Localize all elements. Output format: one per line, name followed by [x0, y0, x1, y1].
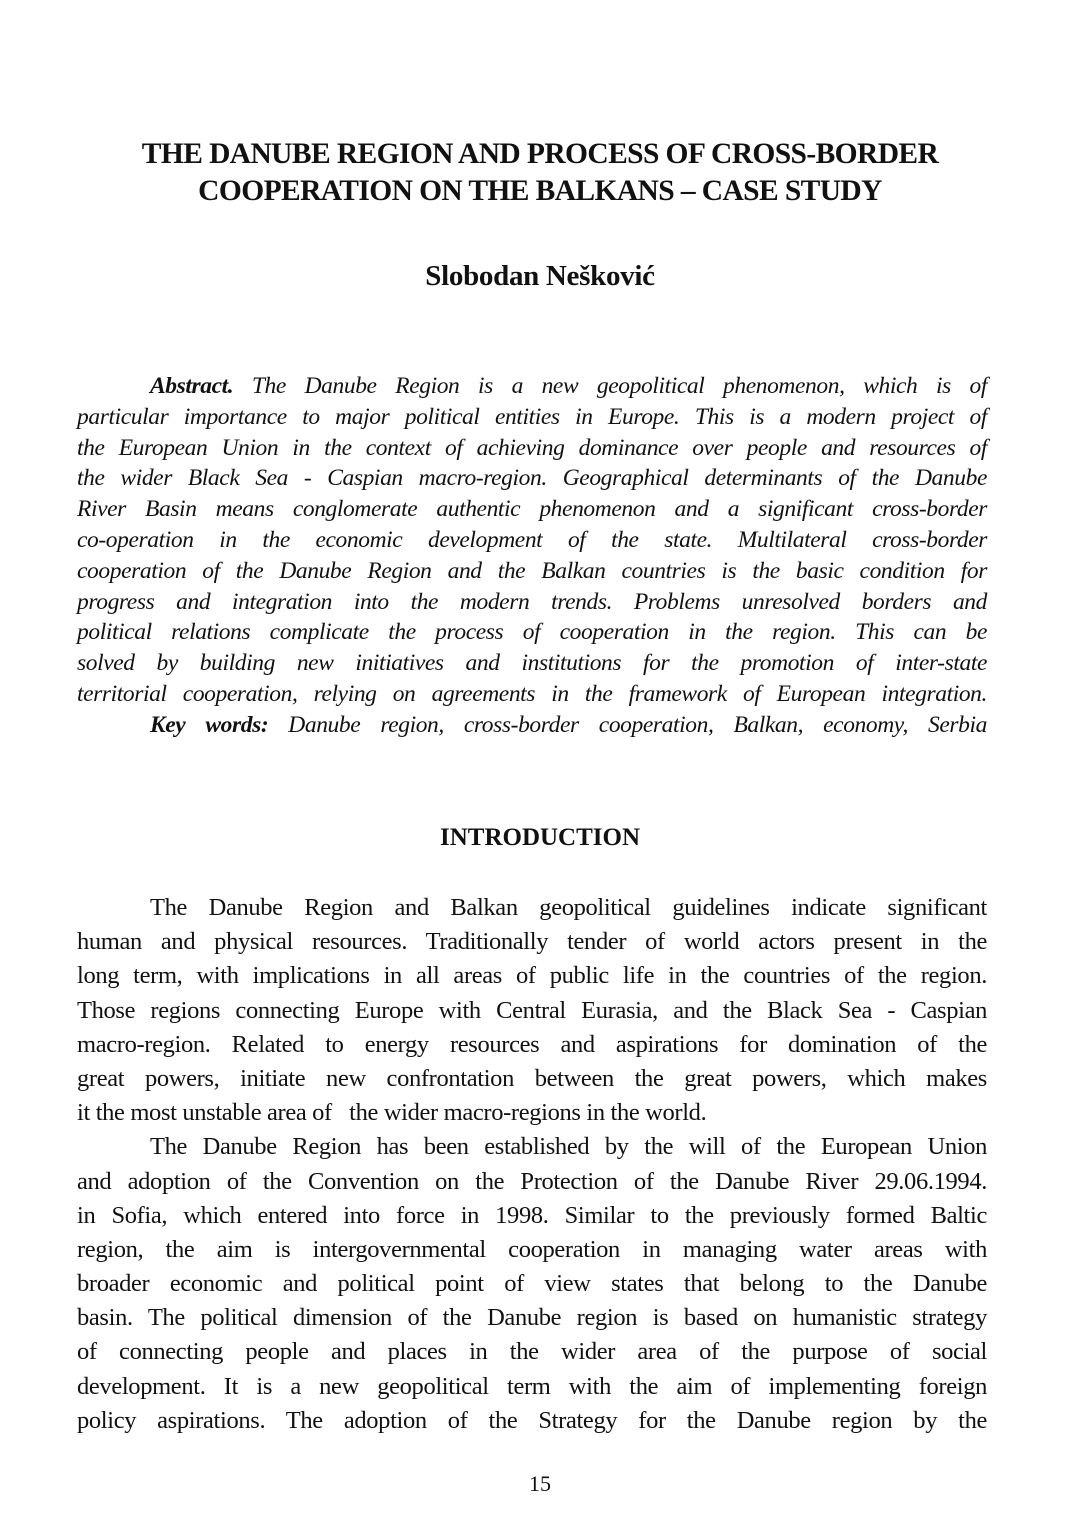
body-line: macro-region. Related to energy resources and aspirations for domination of the — [77, 1030, 987, 1058]
abstract-line: progress and integration into the modern trends. Problems unresolved borders and — [77, 588, 987, 615]
body-line: basin. The political dimension of the Danube region is based on humanistic strategy — [77, 1304, 987, 1332]
paper-title — [60, 136, 1020, 210]
body-line: development. It is a new geopolitical term with the aim of implementing foreign — [77, 1372, 987, 1400]
body-line: in Sofia, which entered into force in 1998. Similar to the previously formed Baltic — [77, 1201, 987, 1229]
body-line: human and physical resources. Traditionally tender of world actors present in the — [77, 928, 987, 956]
title-line: THE DANUBE REGION AND PROCESS OF CROSS-BORDER — [141, 138, 939, 170]
body-line: Those regions connecting Europe with Central Eurasia, and the Black Sea - Caspian — [77, 996, 987, 1024]
body-line: great powers, initiate new confrontation between the great powers, which makes — [77, 1064, 987, 1092]
body-line: policy aspirations. The adoption of the Strategy for the Danube region by the — [77, 1406, 987, 1434]
body-line: long term, with implications in all areas of public life in the countries of the region. — [77, 962, 987, 990]
abstract-line: co-operation in the economic development of the state. Multilateral cross-border — [77, 526, 987, 553]
abstract-line: River Basin means conglomerate authentic phenomenon and a significant cross-border — [77, 496, 987, 523]
abstract — [77, 371, 987, 741]
abstract-label: Abstract. — [150, 373, 234, 399]
body-line: broader economic and political point of view states that belong to the Danube — [77, 1270, 987, 1298]
page-number: 15 — [529, 1471, 551, 1496]
abstract-line: solved by building new initiatives and institutions for the promotion of inter-state — [77, 650, 987, 677]
body-text — [77, 891, 987, 1438]
keywords-label: Key words: — [150, 711, 269, 738]
abstract-line: cooperation of the Danube Region and the Balkan countries is the basic condition for — [77, 557, 987, 584]
body-line: The Danube Region and Balkan geopolitical guidelines indicate significant — [150, 894, 987, 921]
section-heading: INTRODUCTION — [439, 824, 641, 851]
keywords-line — [77, 710, 987, 741]
body-line: it the most unstable area of the wider macro-regions in the world. — [77, 1099, 707, 1127]
abstract-line: Abstract. The Danube Region is a new geopolitical phenomenon, which is of — [150, 373, 987, 399]
author-name: Slobodan Nešković — [425, 260, 655, 292]
abstract-line: political relations complicate the process of cooperation in the region. This can be — [77, 619, 987, 646]
title-line: COOPERATION ON THE BALKANS – CASE STUDY — [198, 175, 882, 207]
body-line: region, the aim is intergovernmental cooperation in managing water areas with — [77, 1235, 987, 1263]
keywords: Danube region, cross-border cooperation, Balkan, economy, Serbia — [268, 711, 987, 738]
body-line: The Danube Region has been established by the will of the European Union — [150, 1133, 987, 1161]
abstract-line: territorial cooperation, relying on agreements in the framework of European integration. — [77, 680, 987, 707]
abstract-line: particular importance to major political entities in Europe. This is a modern project of — [77, 403, 987, 430]
abstract-line: the European Union in the context of achieving dominance over people and resources of — [77, 434, 987, 461]
body-line: and adoption of the Convention on the Protection of the Danube River 29.06.1994. — [77, 1167, 987, 1195]
body-line: of connecting people and places in the wider area of the purpose of social — [77, 1338, 987, 1366]
abstract-line: the wider Black Sea - Caspian macro-region. Geographical determinants of the Danube — [77, 465, 987, 492]
